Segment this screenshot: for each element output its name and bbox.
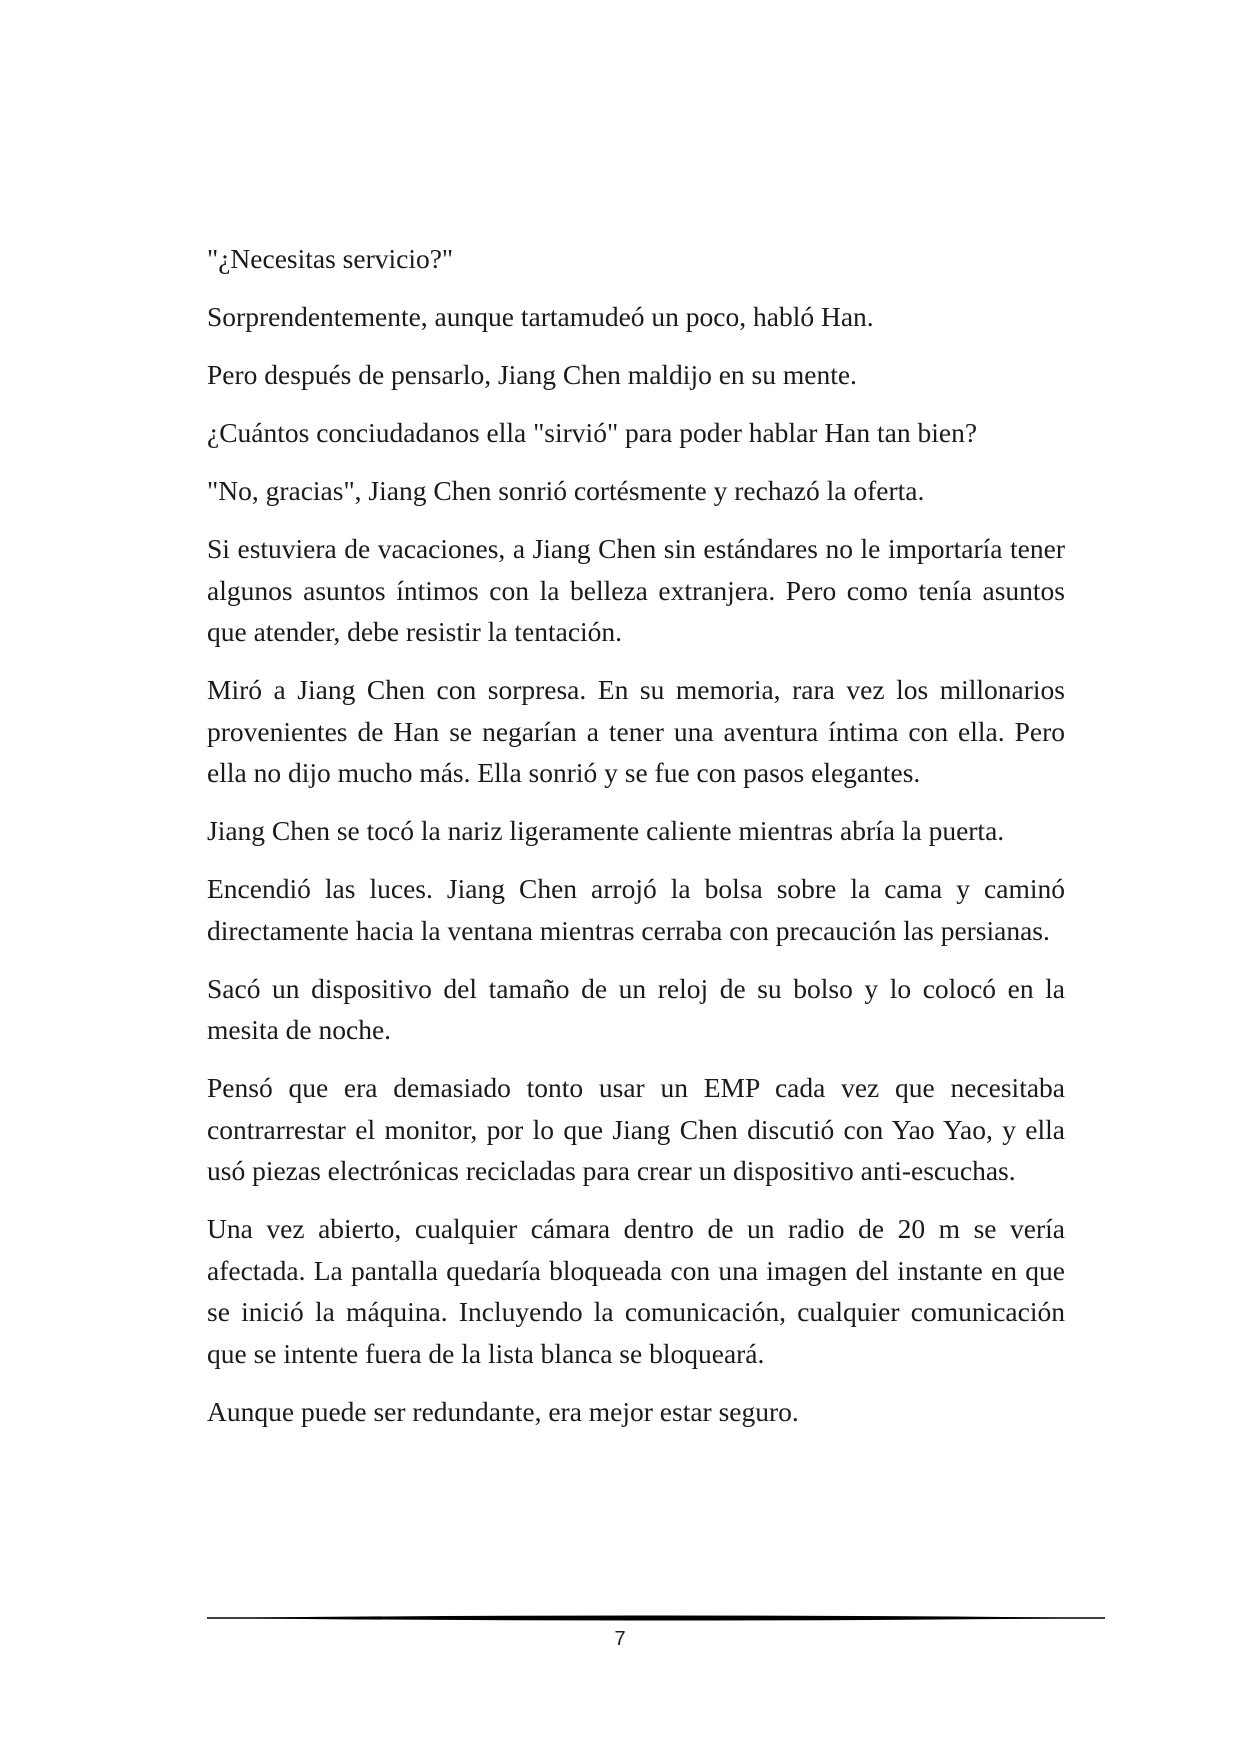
page-number: 7 <box>614 1628 626 1650</box>
paragraph: Pensó que era demasiado tonto usar un EMP cada vez que necesitaba contrarrestar el monitor, por lo que Jiang Chen discutió con Yao Yao, y ella usó piezas electrónicas recicladas para crear un dispositivo anti-escuchas. <box>207 1072 1065 1186</box>
paragraph: "¿Necesitas servicio?" <box>207 243 454 274</box>
footer-divider <box>207 1612 1105 1624</box>
paragraph: Sacó un dispositivo del tamaño de un reloj de su bolso y lo colocó en la mesita de noche. <box>207 972 1065 1045</box>
paragraph: "No, gracias", Jiang Chen sonrió cortésmente y rechazó la oferta. <box>207 475 925 506</box>
paragraph: Miró a Jiang Chen con sorpresa. En su memoria, rara vez los millonarios provenientes de Han se negarían a tener una aventura íntima con ella. Pero ella no dijo mucho más. Ella sonrió y se fue con pasos elegantes. <box>207 674 1065 788</box>
paragraph: Encendió las luces. Jiang Chen arrojó la bolsa sobre la cama y caminó directamente hacia la ventana mientras cerraba con precaución las persianas. <box>207 873 1065 946</box>
body-text <box>207 238 1065 1449</box>
paragraph: Pero después de pensarlo, Jiang Chen maldijo en su mente. <box>207 359 857 390</box>
paragraph: Jiang Chen se tocó la nariz ligeramente caliente mientras abría la puerta. <box>207 815 1005 846</box>
paragraph: Una vez abierto, cualquier cámara dentro de un radio de 20 m se vería afectada. La pantalla quedaría bloqueada con una imagen del instante en que se inició la máquina. Incluyendo la comunicación, cualquier comunicación que se intente fuera de la lista blanca se bloqueará. <box>207 1213 1065 1369</box>
paragraph: Sorprendentemente, aunque tartamudeó un poco, habló Han. <box>207 301 874 332</box>
paragraph: Aunque puede ser redundante, era mejor estar seguro. <box>207 1395 799 1427</box>
paragraph: ¿Cuántos conciudadanos ella "sirvió" para poder hablar Han tan bien? <box>207 417 978 448</box>
paragraph: Si estuviera de vacaciones, a Jiang Chen sin estándares no le importaría tener algunos asuntos íntimos con la belleza extranjera. Pero como tenía asuntos que atender, debe resistir la tentación. <box>207 533 1065 647</box>
